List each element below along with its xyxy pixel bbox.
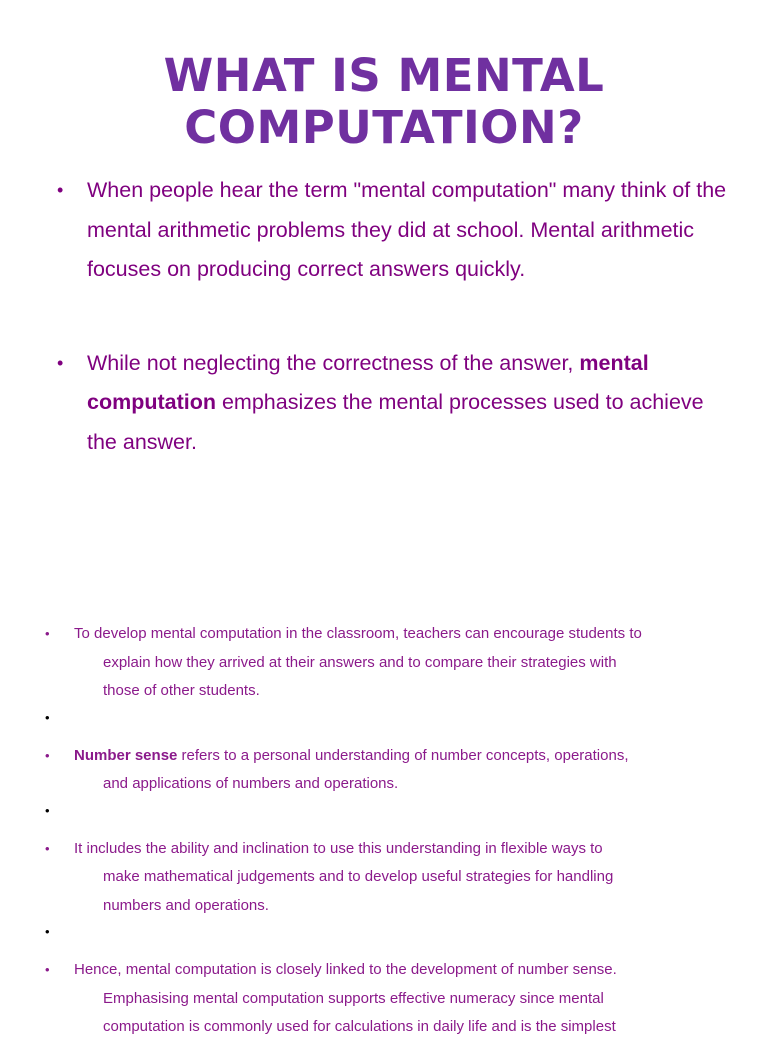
bullet-text-after: emphasizes the mental processes used to achieve the answer. (87, 390, 704, 454)
bullet-item (0, 171, 768, 290)
bullet-dot: • (45, 802, 50, 818)
bullet-bold-term: mental computation (87, 350, 649, 414)
note-line: those of other students. (103, 682, 260, 699)
empty-note-item (0, 799, 768, 835)
note-line: It includes the ability and inclination to use this understanding in flexible ways to (74, 839, 603, 857)
page-title-line-2: COMPUTATION? (184, 101, 584, 154)
note-bold-term: Number sense (74, 746, 178, 764)
page-title-line-1: WHAT IS MENTAL (163, 49, 605, 102)
page-title (0, 50, 768, 154)
bullet-dot: • (45, 962, 50, 977)
note-line: computation is commonly used for calculations in daily life and is the simplest (103, 1018, 616, 1035)
note-line: explain how they arrived at their answers and to compare their strategies with (103, 653, 617, 671)
note-item (0, 742, 768, 799)
bullet-text: When people hear the term "mental computation" many think of the mental arithmetic problems they did at school. Mental arithmetic focuses on producing correct answers quickly. (87, 178, 727, 281)
bullet-dot: • (45, 840, 50, 856)
bullet-text-before: While not neglecting the correctness of the answer, (87, 350, 580, 375)
note-line-rest: refers to a personal understanding of number concepts, operations, (177, 746, 629, 764)
note-item (0, 956, 768, 1042)
note-line: Hence, mental computation is closely linked to the development of number sense. (74, 961, 617, 978)
bullet-dot: • (45, 747, 50, 763)
bullet-dot: • (45, 709, 50, 725)
empty-note-item (0, 920, 768, 956)
note-line: To develop mental computation in the classroom, teachers can encourage students to (74, 625, 642, 642)
bullet-item (0, 344, 768, 463)
note-line: and applications of numbers and operations. (103, 775, 399, 792)
note-line: make mathematical judgements and to develop useful strategies for handling (103, 868, 614, 885)
bullet-dot: • (57, 180, 64, 200)
bullet-dot: • (45, 626, 50, 641)
note-line: numbers and operations. (103, 896, 269, 914)
notes-bullet-list (0, 620, 768, 1042)
bullet-dot: • (45, 924, 50, 939)
note-line (74, 742, 728, 771)
empty-note-item (0, 706, 768, 742)
note-item (0, 835, 768, 921)
note-item (0, 620, 768, 706)
bullet-dot: • (57, 352, 64, 373)
main-bullet-list (0, 171, 768, 462)
note-line: Emphasising mental computation supports effective numeracy since mental (103, 989, 604, 1007)
